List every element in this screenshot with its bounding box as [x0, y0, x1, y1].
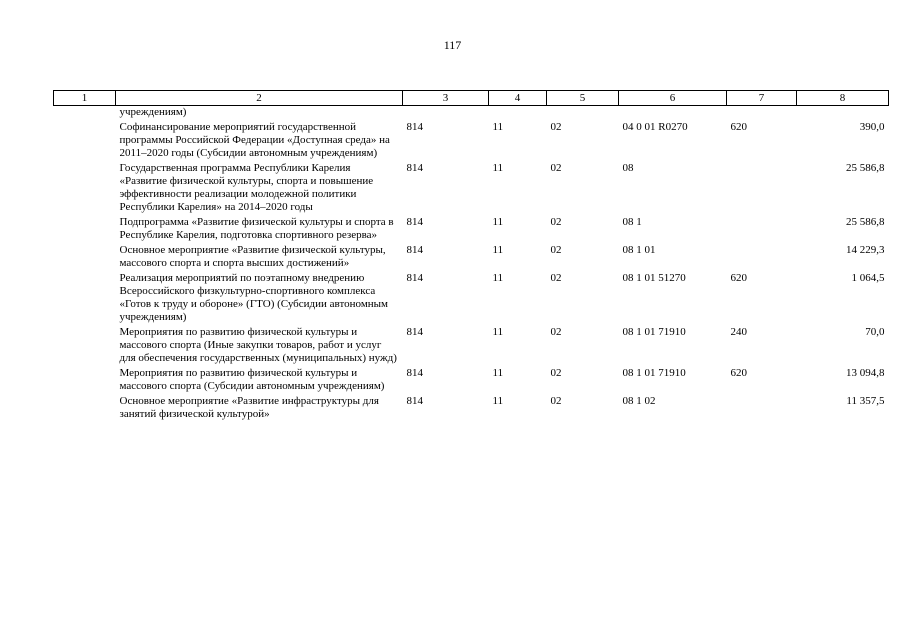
- cell-col4: 11: [492, 367, 504, 379]
- cell-col5: [547, 106, 619, 122]
- cell-col4: 11: [492, 216, 504, 228]
- col-header-4: 4: [489, 91, 547, 106]
- cell-col1: [54, 395, 116, 423]
- cell-col1: [54, 121, 116, 162]
- col-header-3: 3: [403, 91, 489, 106]
- cell-col4: 11: [492, 244, 504, 256]
- cell-col7: 620: [730, 272, 747, 284]
- cell-col8: [797, 106, 889, 122]
- table-row: [54, 395, 889, 423]
- cell-name: Реализация мероприятий по поэтапному внедрению Всероссийского физкультурно-спортивного комплекса «Готов к труду и обороне» (ГТО) (Субсидии автономным учреждениям): [119, 272, 389, 323]
- cell-col3: 814: [406, 367, 423, 379]
- cell-col7: 620: [730, 121, 747, 133]
- cell-col6: 04 0 01 R0270: [622, 121, 688, 133]
- cell-col4: 11: [492, 121, 504, 133]
- cell-name: Софинансирование мероприятий государственной программы Российской Федерации «Доступная среда» на 2011–2020 годы (Субсидии автономным учреждениям): [119, 121, 390, 159]
- cell-col4: 11: [492, 395, 504, 407]
- cell-col8: 11 357,5: [846, 395, 885, 407]
- cell-col7: 240: [730, 326, 747, 338]
- cell-col5: 02: [550, 244, 562, 256]
- col-header-7: 7: [727, 91, 797, 106]
- cell-col3: 814: [406, 216, 423, 228]
- cell-col6: 08 1 01 71910: [622, 367, 686, 379]
- table-row: [54, 121, 889, 162]
- cell-col1: [54, 162, 116, 216]
- cell-col8: 1 064,5: [851, 272, 885, 284]
- cell-name: Основное мероприятие «Развитие физической культуры, массового спорта и спорта высших достижений»: [119, 244, 386, 269]
- cell-name: Государственная программа Республики Карелия «Развитие физической культуры, спорта и повышение эффективности реализации молодежной политики Республики Карелия» на 2014–2020 годы: [119, 162, 374, 213]
- cell-col6: [619, 106, 727, 122]
- cell-col5: 02: [550, 326, 562, 338]
- cell-col6: 08 1 02: [622, 395, 656, 407]
- cell-col3: 814: [406, 162, 423, 174]
- cell-col5: 02: [550, 121, 562, 133]
- cell-col6: 08 1: [622, 216, 642, 228]
- cell-col6: 08 1 01 51270: [622, 272, 686, 284]
- cell-col5: 02: [550, 162, 562, 174]
- cell-col3: 814: [406, 244, 423, 256]
- cell-col3: 814: [406, 326, 423, 338]
- cell-col8: 25 586,8: [846, 162, 885, 174]
- table-row: [54, 244, 889, 272]
- cell-col6: 08: [622, 162, 634, 174]
- cell-col1: [54, 326, 116, 367]
- cell-col4: 11: [492, 162, 504, 174]
- cell-col1: [54, 106, 116, 122]
- col-header-2: 2: [116, 91, 403, 106]
- cell-col7: [727, 244, 797, 272]
- cell-name: Мероприятия по развитию физической культуры и массового спорта (Субсидии автономным учреждениям): [119, 367, 385, 392]
- table-row: [54, 106, 889, 122]
- cell-col7: [727, 216, 797, 244]
- cell-col4: 11: [492, 272, 504, 284]
- cell-name: Подпрограмма «Развитие физической культуры и спорта в Республике Карелия, подготовка спортивного резерва»: [119, 216, 394, 241]
- table-row: [54, 367, 889, 395]
- cell-col7: [727, 162, 797, 216]
- cell-name: учреждениям): [119, 106, 187, 118]
- header-row: [54, 91, 889, 106]
- table-row: [54, 162, 889, 216]
- cell-col1: [54, 216, 116, 244]
- cell-col7: [727, 106, 797, 122]
- budget-table: [53, 90, 889, 423]
- cell-col6: 08 1 01: [622, 244, 656, 256]
- col-header-1: 1: [54, 91, 116, 106]
- cell-col4: [489, 106, 547, 122]
- cell-col5: 02: [550, 367, 562, 379]
- table-row: [54, 326, 889, 367]
- cell-col8: 70,0: [865, 326, 885, 338]
- cell-col7: 620: [730, 367, 747, 379]
- cell-name: Основное мероприятие «Развитие инфраструктуры для занятий физической культурой»: [119, 395, 379, 420]
- cell-col1: [54, 244, 116, 272]
- col-header-6: 6: [619, 91, 727, 106]
- cell-col3: 814: [406, 272, 423, 284]
- cell-col3: 814: [406, 121, 423, 133]
- cell-col8: 14 229,3: [846, 244, 885, 256]
- page-number: 117: [443, 38, 462, 52]
- cell-col1: [54, 367, 116, 395]
- cell-col8: 390,0: [859, 121, 885, 133]
- cell-col8: 13 094,8: [846, 367, 885, 379]
- cell-col1: [54, 272, 116, 326]
- col-header-8: 8: [797, 91, 889, 106]
- table-row: [54, 272, 889, 326]
- cell-col6: 08 1 01 71910: [622, 326, 686, 338]
- cell-col8: 25 586,8: [846, 216, 885, 228]
- cell-col5: 02: [550, 216, 562, 228]
- cell-col4: 11: [492, 326, 504, 338]
- cell-col3: [403, 106, 489, 122]
- table-row: [54, 216, 889, 244]
- cell-col7: [727, 395, 797, 423]
- cell-name: Мероприятия по развитию физической культуры и массового спорта (Иные закупки товаров, работ и услуг для обеспечения государственных (муниципальных) нужд): [119, 326, 397, 364]
- col-header-5: 5: [547, 91, 619, 106]
- cell-col5: 02: [550, 272, 562, 284]
- cell-col3: 814: [406, 395, 423, 407]
- cell-col5: 02: [550, 395, 562, 407]
